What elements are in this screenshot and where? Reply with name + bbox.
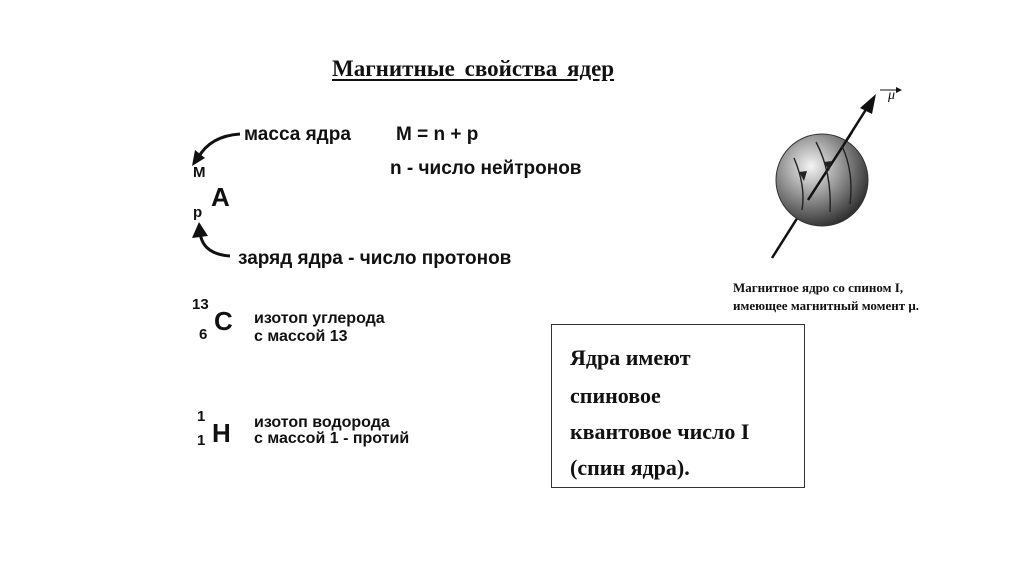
mass-arrow-icon [198,134,240,158]
hydrogen-symbol: H [212,418,231,448]
figure-caption-line1: Магнитное ядро со спином I, [733,280,904,295]
hydrogen-line2: с массой 1 - протий [254,430,410,447]
spin-statement-box [551,324,805,488]
symbol-mass: M [193,164,206,181]
symbol-element: A [211,182,230,212]
charge-label: заряд ядра - число протонов [238,248,512,269]
carbon-line1: изотоп углерода [254,310,385,327]
carbon-symbol: C [214,306,233,336]
hydrogen-atomic-number: 1 [197,432,206,449]
box-line1: Ядра имеют [570,345,691,370]
carbon-atomic-number: 6 [199,326,208,343]
box-line2: спиновое [570,383,661,408]
hydrogen-mass-number: 1 [197,408,206,425]
charge-arrowhead-icon [192,222,208,238]
neutrons-note: n - число нейтронов [390,158,582,179]
spin-axis-arrowhead-icon [860,94,876,114]
hydrogen-line1: изотоп водорода [254,414,390,431]
box-line4: (спин ядра). [570,455,690,480]
page-title: Магнитные свойства ядер [332,56,615,81]
carbon-line2: с массой 13 [254,328,348,345]
vector-label: μ [888,88,896,103]
carbon-mass-number: 13 [192,296,209,313]
box-line3: квантовое число I [570,419,750,444]
spinning-nucleus-figure [750,80,950,270]
mass-formula: M = n + p [396,124,479,145]
mass-label: масса ядра [244,124,351,145]
symbol-charge: p [193,204,203,221]
figure-caption-line2: имеющее магнитный момент μ. [733,298,920,313]
